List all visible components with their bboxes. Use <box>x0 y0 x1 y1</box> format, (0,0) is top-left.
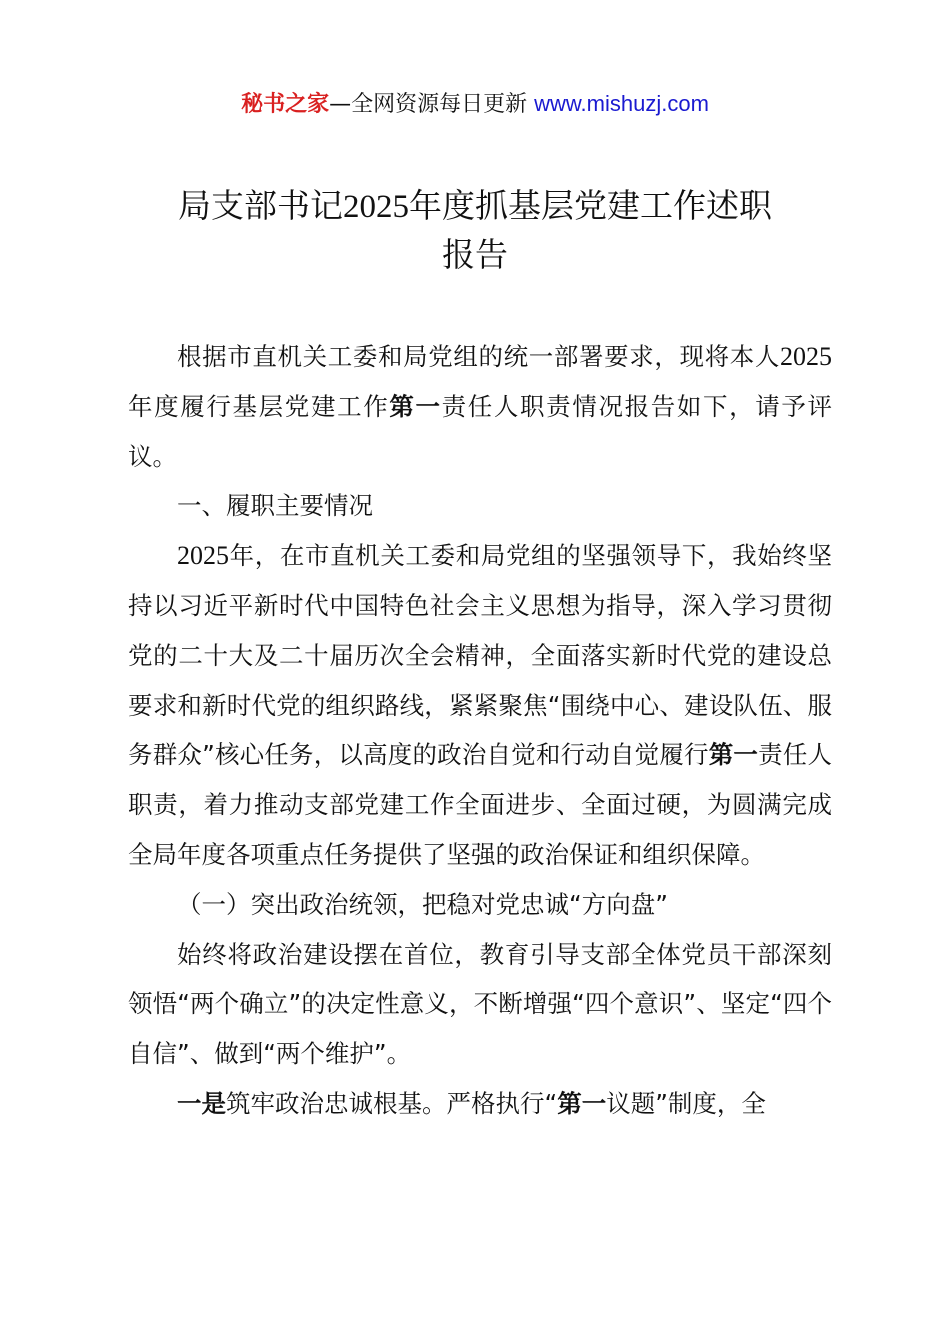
overview-text-b: 责任人职责，着力推动支部党建工作全面进步、全面过硬，为圆满完成全局年度各项重点任务提供了坚强的政治保证和组织保障。 <box>128 740 833 869</box>
paragraph-intro <box>128 332 832 481</box>
overview-year: 2025 <box>177 541 229 571</box>
intro-text-b: 年度履行基层党建工作 <box>128 391 390 421</box>
point-one-text-a: 筑牢政治忠诚根基。严格执行“ <box>226 1088 558 1118</box>
intro-text-c: 责任人职责情况报告如下，请予评议。 <box>128 391 833 471</box>
title-year: 2025 <box>343 189 409 225</box>
header-banner <box>0 86 950 123</box>
point-one-label: 一是 <box>177 1088 226 1118</box>
document-body <box>128 332 832 1129</box>
intro-bold: 第一 <box>389 391 442 421</box>
paragraph-point-one <box>128 1079 832 1129</box>
title-part-b: 年度抓基层党建工作述职 <box>409 186 772 225</box>
intro-text-a: 根据市直机关工委和局党组的统一部署要求，现将本人 <box>177 342 780 371</box>
overview-text-a: 年，在市直机关工委和局党组的坚强领导下，我始终坚持以习近平新时代中国特色社会主义思想为指导，深入学习贯彻党的二十大及二十届历次全会精神，全面落实新时代党的建设总要求和新时代党的组织路线，紧紧聚焦“围绕中心、建设队伍、服务群众”核心任务，以高度的政治自觉和行动自觉履行 <box>128 541 832 770</box>
point-one-text-b: 议题”制度，全 <box>606 1088 766 1118</box>
header-tagline: —全网资源每日更新 <box>329 92 528 117</box>
point-one-bold: 第一 <box>557 1088 607 1118</box>
document-title <box>0 182 950 279</box>
brand-name: 秘书之家 <box>241 92 330 117</box>
paragraph-political: 始终将政治建设摆在首位，教育引导支部全体党员干部深刻领悟“两个确立”的决定性意义，不断增强“四个意识”、坚定“四个自信”、做到“两个维护”。 <box>128 939 832 1069</box>
title-line-1 <box>0 182 950 231</box>
section-heading-1: 一、履职主要情况 <box>177 491 373 521</box>
overview-bold: 第一 <box>708 740 759 770</box>
title-line-2: 报告 <box>442 235 508 274</box>
site-link[interactable]: www.mishuzj.com <box>534 91 709 116</box>
subsection-heading-1: （一）突出政治统领，把稳对党忠诚“方向盘” <box>177 889 668 919</box>
intro-year: 2025 <box>780 342 832 371</box>
paragraph-overview <box>128 531 832 880</box>
title-part-a: 局支部书记 <box>178 186 343 225</box>
